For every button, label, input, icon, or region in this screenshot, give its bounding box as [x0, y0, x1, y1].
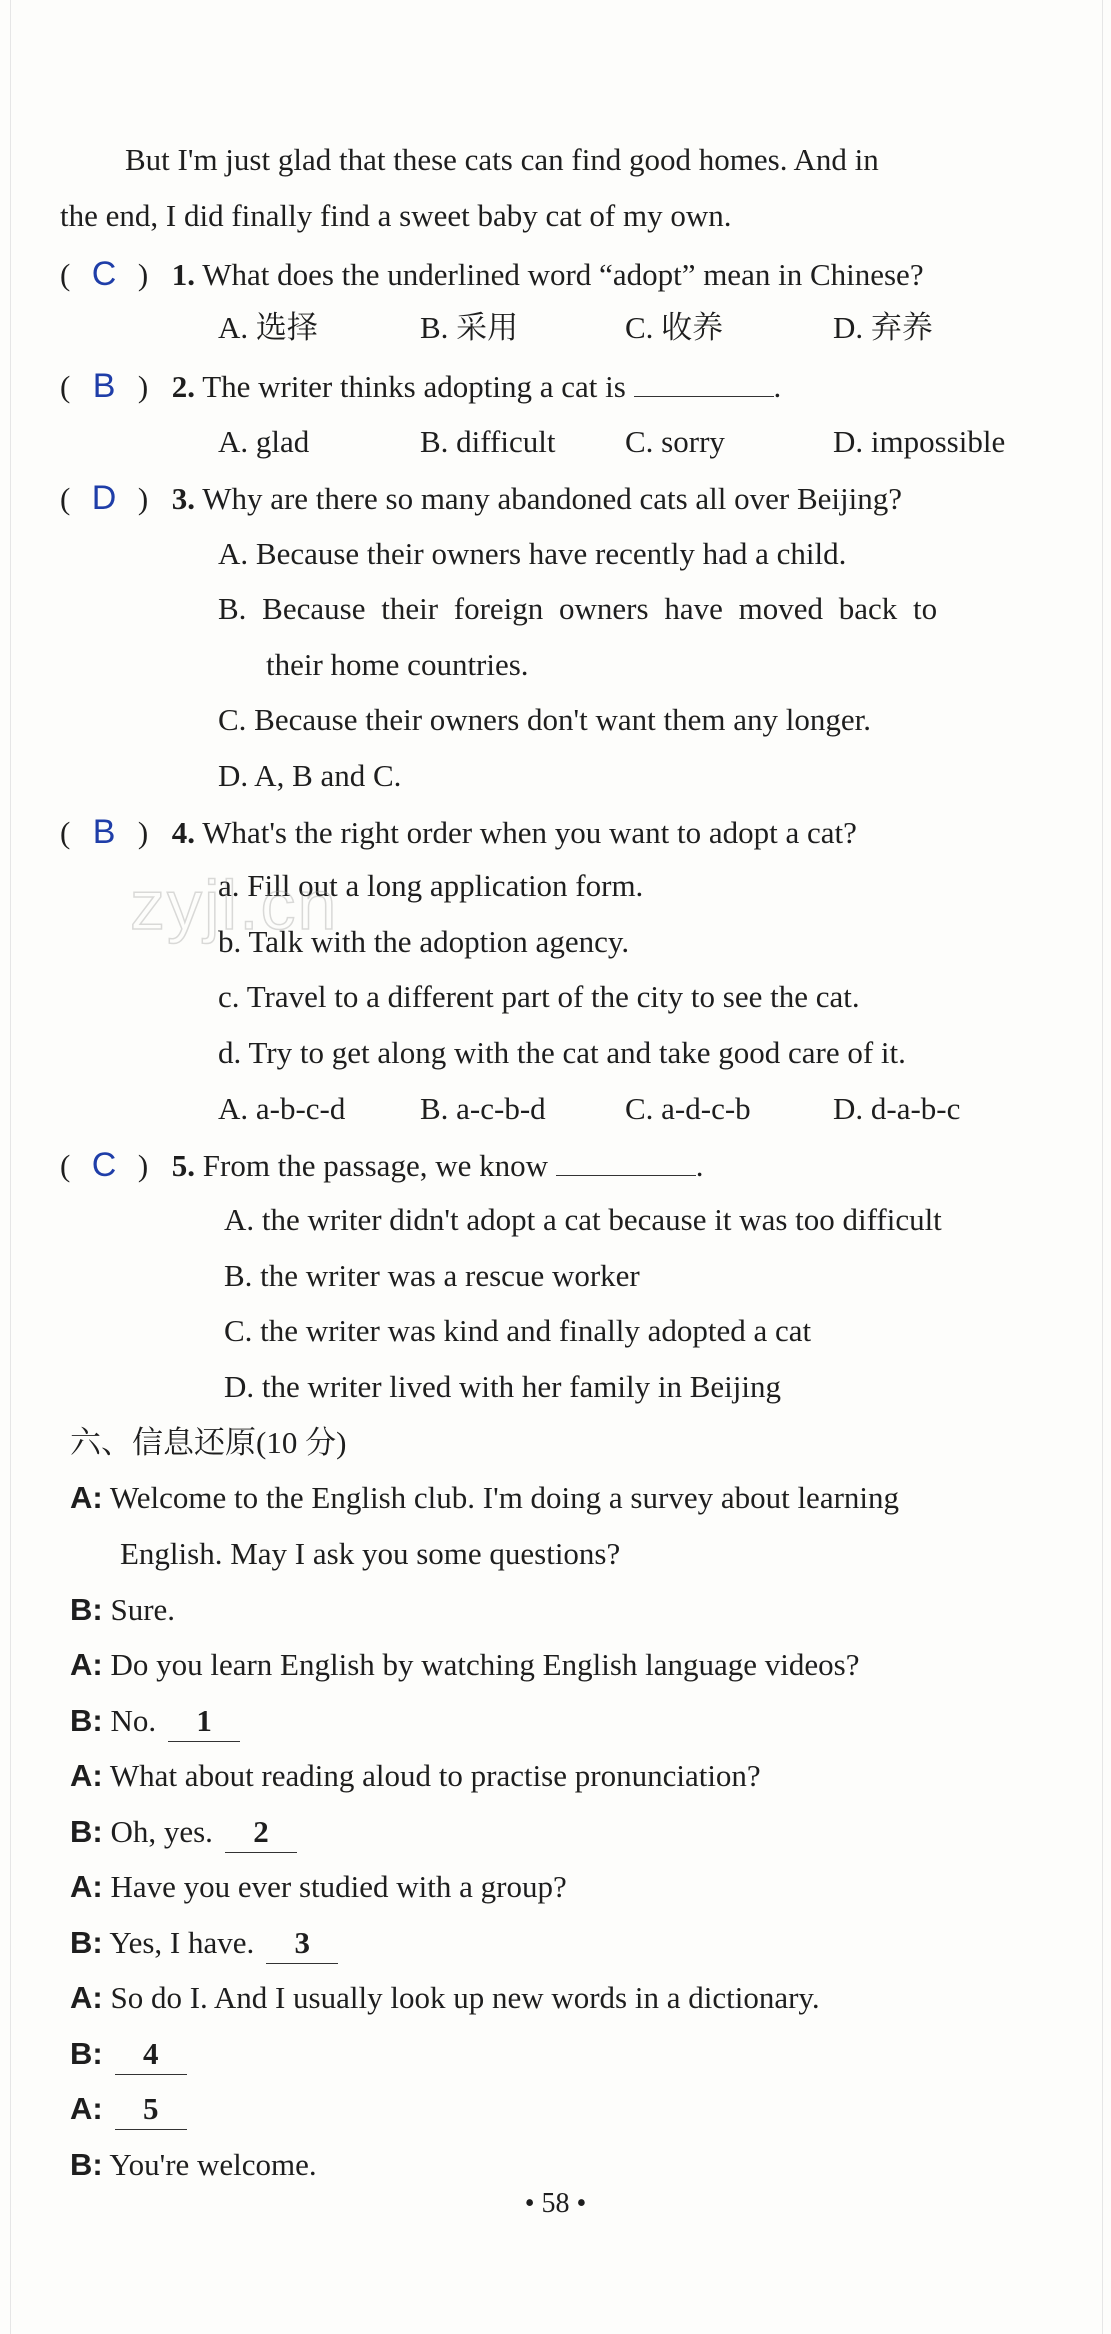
option: A. 选择 — [218, 310, 318, 345]
dialogue-line — [70, 1867, 567, 1907]
dialogue-line — [70, 1478, 899, 1518]
dialogue-text: So do I. And I usually look up new words in a dictionary. — [110, 1980, 820, 2015]
answer-bracket: ( B ) — [60, 367, 149, 405]
speaker-label: B: — [70, 1925, 103, 1960]
option: C. the writer was kind and finally adopted a cat — [224, 1313, 812, 1348]
question-number: 1. — [171, 257, 195, 292]
answer-mark: B — [92, 367, 116, 405]
step-item: a. Fill out a long application form. — [218, 868, 644, 903]
watermark: zyjl.cn — [130, 866, 339, 944]
option-continuation: their home countries. — [266, 647, 529, 682]
dialogue-text: Welcome to the English club. I'm doing a survey about learning — [109, 1480, 900, 1515]
speaker-label: A: — [70, 2091, 103, 2126]
answer-mark: B — [92, 813, 116, 851]
question-number: 3. — [171, 481, 195, 516]
option: C. 收养 — [625, 310, 724, 345]
question-1 — [60, 254, 924, 295]
answer-bracket: ( D ) — [60, 479, 149, 517]
answer-blank-5: 5 — [115, 2089, 187, 2130]
dialogue-text: No. — [110, 1703, 157, 1738]
answer-bracket: ( C ) — [60, 255, 149, 293]
option: A. Because their owners have recently had a child. — [218, 536, 847, 571]
section-title: 六、信息还原(10 分) — [70, 1425, 347, 1460]
dialogue-line — [70, 1701, 240, 1742]
dialogue-text: You're welcome. — [109, 2147, 317, 2182]
answer-bracket: ( C ) — [60, 1146, 149, 1184]
page-number: • 58 • — [524, 2188, 587, 2219]
speaker-label: B: — [70, 1592, 103, 1627]
dialogue-text: Have you ever studied with a group? — [110, 1869, 567, 1904]
dialogue-text: What about reading aloud to practise pronunciation? — [109, 1758, 761, 1793]
answer-mark: C — [91, 1146, 117, 1184]
speaker-label: A: — [70, 1869, 103, 1904]
option: A. the writer didn't adopt a cat because it was too difficult — [224, 1202, 942, 1237]
speaker-label: A: — [70, 1480, 103, 1515]
option: B. the writer was a rescue worker — [224, 1258, 640, 1293]
dialogue-text: Yes, I have. — [109, 1925, 255, 1960]
question-text: Why are there so many abandoned cats all over Beijing? — [202, 481, 903, 516]
dialogue-line — [70, 1645, 859, 1685]
option: B. a-c-b-d — [420, 1091, 546, 1126]
dialogue-line — [70, 1590, 175, 1630]
page-edge-left — [10, 0, 11, 2334]
question-number: 5. — [171, 1148, 195, 1183]
option: D. 弃养 — [833, 310, 933, 345]
passage-line: the end, I did finally find a sweet baby cat of my own. — [60, 198, 732, 233]
question-4 — [60, 812, 857, 853]
answer-mark: C — [91, 255, 117, 293]
speaker-label: A: — [70, 1980, 103, 2015]
option: A. glad — [218, 424, 310, 459]
answer-blank-2: 2 — [225, 1812, 297, 1853]
answer-blank — [556, 1149, 696, 1176]
dialogue-line — [70, 2089, 187, 2130]
answer-blank-1: 1 — [168, 1701, 240, 1742]
option: B. Because their foreign owners have moved back to — [218, 591, 938, 626]
speaker-label: B: — [70, 1814, 103, 1849]
question-number: 2. — [171, 369, 195, 404]
dialogue-line — [70, 1923, 338, 1964]
speaker-label: A: — [70, 1758, 103, 1793]
step-item: c. Travel to a different part of the city to see the cat. — [218, 979, 860, 1014]
speaker-label: B: — [70, 2036, 103, 2071]
answer-blank — [634, 370, 774, 397]
question-3 — [60, 478, 902, 519]
question-text: What does the underlined word “adopt” mean in Chinese? — [202, 257, 924, 292]
option: D. d-a-b-c — [833, 1091, 961, 1126]
speaker-label: B: — [70, 2147, 103, 2182]
step-item: b. Talk with the adoption agency. — [218, 924, 630, 959]
option: B. 采用 — [420, 310, 519, 345]
page-edge-right — [1102, 0, 1103, 2334]
answer-blank-3: 3 — [266, 1923, 338, 1964]
dialogue-text: Oh, yes. — [110, 1814, 213, 1849]
option: D. impossible — [833, 424, 1006, 459]
passage-line: But I'm just glad that these cats can find good homes. And in — [125, 142, 879, 177]
question-2: ( B ) 2. The writer thinks adopting a cat is . — [60, 367, 782, 405]
option: C. Because their owners don't want them any longer. — [218, 702, 871, 737]
option: D. the writer lived with her family in Beijing — [224, 1369, 782, 1404]
dialogue-line — [70, 2145, 317, 2185]
question-text: What's the right order when you want to adopt a cat? — [202, 815, 857, 850]
dialogue-line — [70, 1978, 820, 2018]
question-text: From the passage, we know — [202, 1148, 548, 1183]
option: B. difficult — [420, 424, 556, 459]
answer-blank-4: 4 — [115, 2034, 187, 2075]
dialogue-text: Do you learn English by watching English language videos? — [110, 1647, 860, 1682]
step-item: d. Try to get along with the cat and take good care of it. — [218, 1035, 906, 1070]
answer-mark: D — [91, 479, 117, 517]
speaker-label: A: — [70, 1647, 103, 1682]
dialogue-text: Sure. — [110, 1592, 176, 1627]
option: C. a-d-c-b — [625, 1091, 751, 1126]
speaker-label: B: — [70, 1703, 103, 1738]
question-5: ( C ) 5. From the passage, we know . — [60, 1146, 704, 1184]
dialogue-line — [70, 1812, 297, 1853]
question-number: 4. — [171, 815, 195, 850]
dialogue-line — [70, 1756, 761, 1796]
question-text: The writer thinks adopting a cat is — [202, 369, 626, 404]
dialogue-continuation: English. May I ask you some questions? — [120, 1536, 621, 1571]
option: D. A, B and C. — [218, 758, 402, 793]
answer-bracket: ( B ) — [60, 813, 149, 851]
dialogue-line — [70, 2034, 187, 2075]
option: C. sorry — [625, 424, 725, 459]
option: A. a-b-c-d — [218, 1091, 346, 1126]
